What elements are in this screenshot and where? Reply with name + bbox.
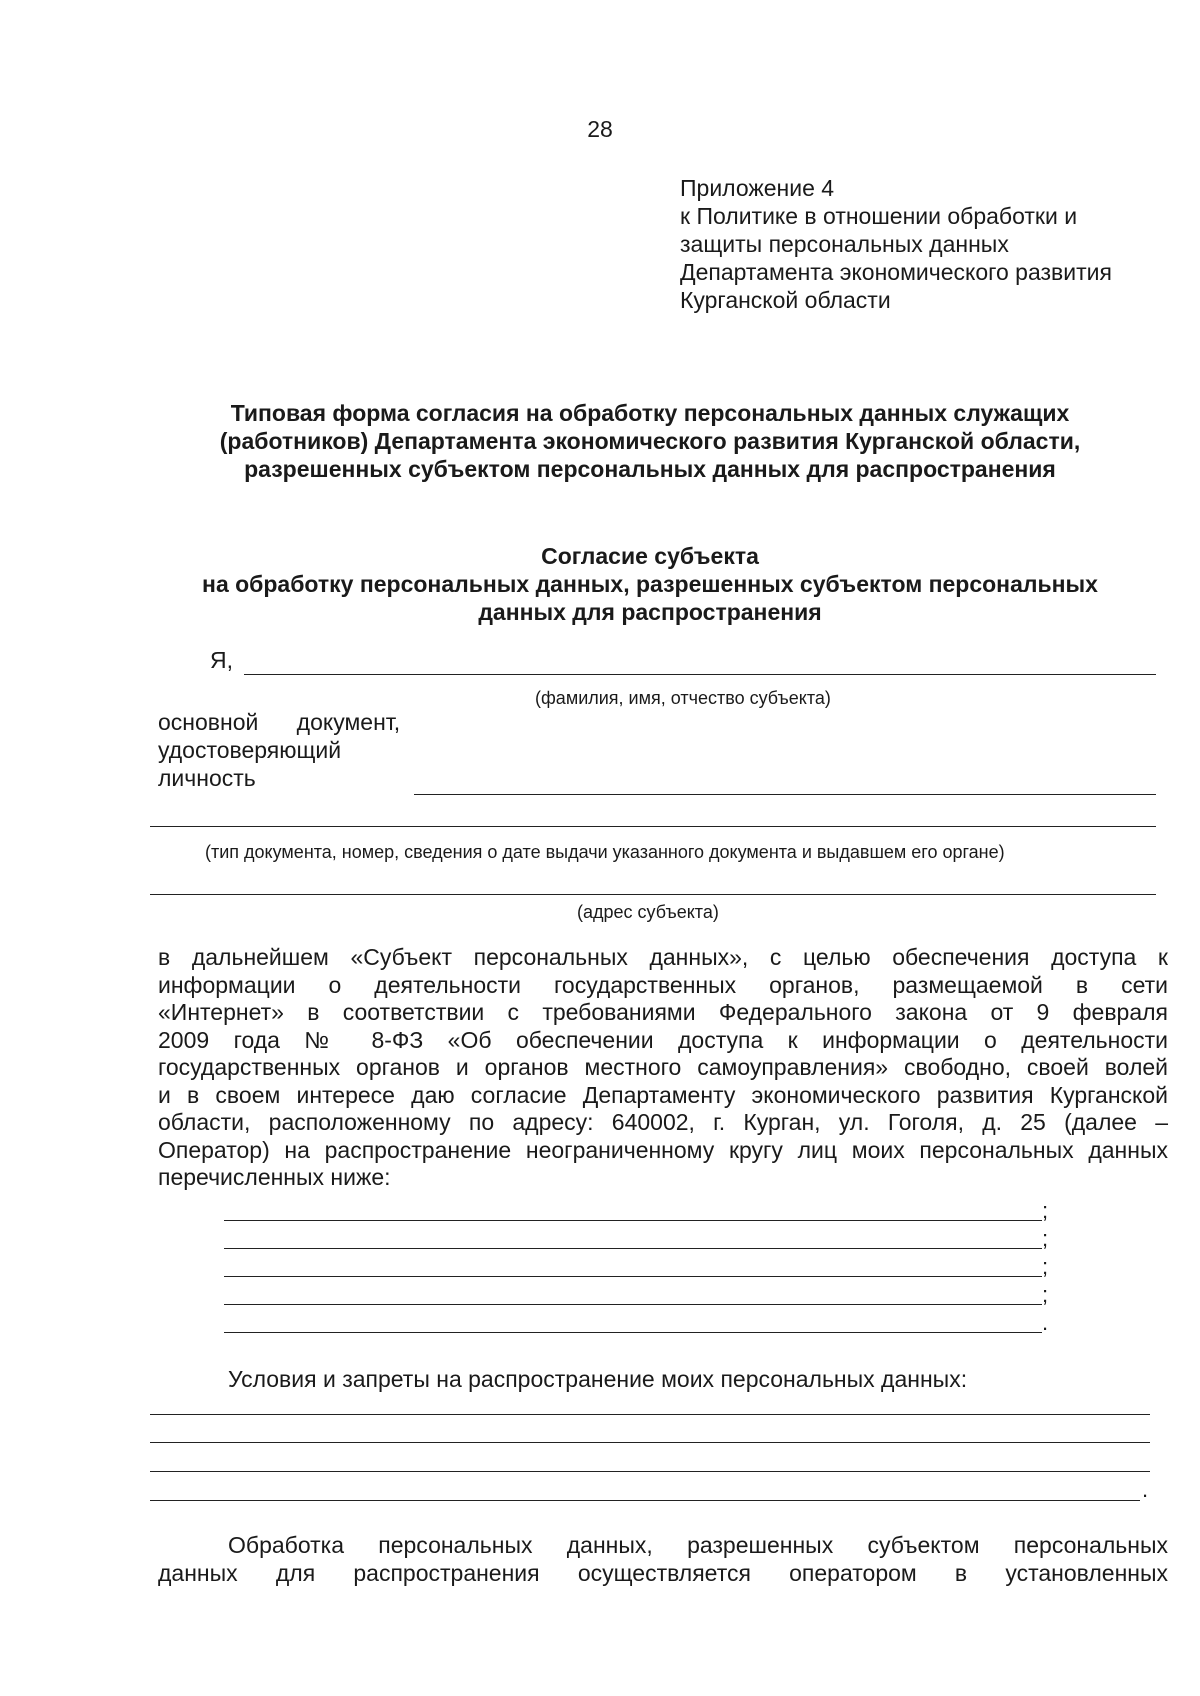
conditions-line[interactable] (150, 1414, 1150, 1415)
document-label-line: личность (158, 765, 256, 791)
conditions-label: Условия и запреты на распространение моих персональных данных: (228, 1366, 968, 1392)
body-line: области, расположенному по адресу: 640002, г. Курган, ул. Гоголя, д. 25 (далее – (158, 1109, 1168, 1135)
conditions-line[interactable] (150, 1471, 1150, 1472)
document-caption: (тип документа, номер, сведения о дате выдачи указанного документа и выдавшем его органе) (205, 842, 1005, 862)
body-line: в дальнейшем «Субъект персональных данных», с целью обеспечения доступа к (158, 944, 1168, 970)
consent-heading (150, 542, 1150, 626)
ya-label: Я, (210, 647, 233, 673)
data-list-line[interactable] (224, 1220, 1042, 1221)
appendix-line: Курганской области (680, 287, 891, 313)
body-line: «Интернет» в соответствии с требованиями Федерального закона от 9 февраля (158, 999, 1168, 1025)
document-title (150, 399, 1150, 483)
document-label (158, 708, 418, 792)
appendix-line: Департамента экономического развития (680, 259, 1112, 285)
document-label-line: удостоверяющий (158, 737, 342, 763)
list-separator: ; (1042, 1198, 1049, 1223)
data-list-line[interactable] (224, 1248, 1042, 1249)
body-line: 2009 года № 8-ФЗ «Об обеспечении доступа к информации о деятельности (158, 1026, 1168, 1053)
heading-line: данных для распространения (478, 599, 822, 625)
document-input-line-2[interactable] (150, 826, 1156, 827)
title-line: (работников) Департамента экономического развития Курганской области, (219, 428, 1081, 454)
document-input-line[interactable] (414, 794, 1156, 795)
data-list-line[interactable] (224, 1332, 1042, 1333)
body-line: Оператор) на распространение неограниченному кругу лиц моих персональных данных (158, 1136, 1168, 1163)
appendix-line: Приложение 4 (680, 175, 835, 201)
appendix-line: защиты персональных данных (680, 231, 1009, 257)
list-separator: ; (1042, 1282, 1049, 1307)
appendix-line: к Политике в отношении обработки и (680, 203, 1078, 229)
title-line: разрешенных субъектом персональных данных для распространения (244, 456, 1056, 482)
fio-input-line[interactable] (244, 674, 1156, 675)
conditions-line[interactable] (150, 1500, 1140, 1501)
body-line: информации о деятельности государственных органов, размещаемой в сети (158, 971, 1168, 998)
address-caption: (адрес субъекта) (577, 902, 719, 922)
consent-body (158, 944, 1168, 1192)
title-line: Типовая форма согласия на обработку персональных данных служащих (230, 400, 1070, 426)
body-line: перечисленных ниже: (158, 1164, 391, 1190)
list-separator: . (1042, 1310, 1049, 1335)
final-paragraph (158, 1531, 1168, 1587)
fio-caption: (фамилия, имя, отчество субъекта) (535, 688, 831, 708)
list-separator: ; (1042, 1226, 1049, 1251)
final-line: данных для распространения осуществляется оператором в установленных (158, 1560, 1168, 1586)
document-label-line: основной документ, (158, 709, 401, 735)
address-input-line[interactable] (150, 894, 1156, 895)
heading-line: на обработку персональных данных, разрешенных субъектом персональных (202, 571, 1098, 597)
body-line: и в своем интересе даю согласие Департаменту экономического развития Курганской (158, 1081, 1168, 1108)
conditions-end-mark: . (1142, 1477, 1149, 1502)
conditions-line[interactable] (150, 1442, 1150, 1443)
page-number: 28 (587, 116, 613, 142)
heading-line: Согласие субъекта (541, 543, 759, 569)
final-line: Обработка персональных данных, разрешенных субъектом персональных (228, 1532, 1168, 1558)
body-line: государственных органов и органов местного самоуправления» свободно, своей волей (158, 1054, 1168, 1080)
data-list-line[interactable] (224, 1304, 1042, 1305)
appendix-note (680, 174, 1112, 314)
data-list-line[interactable] (224, 1276, 1042, 1277)
list-separator: ; (1042, 1254, 1049, 1279)
